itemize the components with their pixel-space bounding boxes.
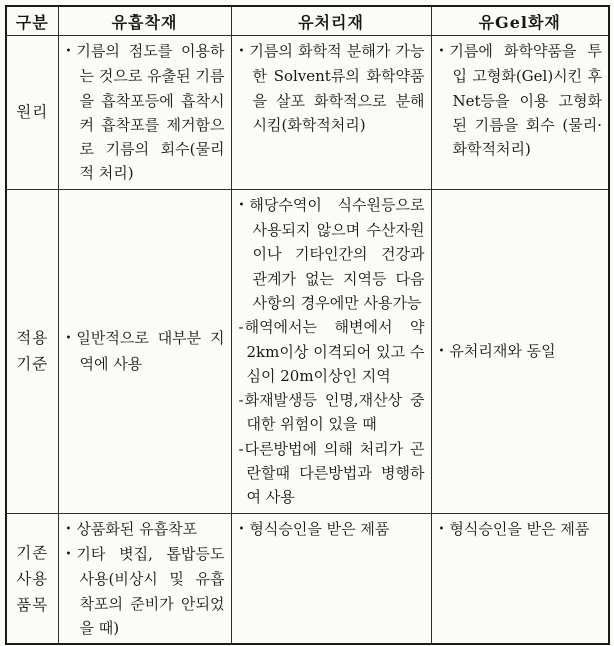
item-text: 다른방법에 의해 처리가 곤란할때 다른방법과 병행하여 사용 <box>244 439 425 507</box>
bullet-icon: • <box>65 549 72 561</box>
bullet-icon: • <box>238 199 245 211</box>
list-item <box>239 193 425 315</box>
list-item <box>439 339 603 364</box>
header-row <box>6 6 609 36</box>
table-cell <box>231 189 431 513</box>
bullet-icon: • <box>438 523 445 535</box>
table-cell <box>58 189 231 513</box>
header-cell: 유처리재 <box>231 6 431 36</box>
table-cell <box>431 189 609 513</box>
list-item <box>239 437 425 510</box>
list-item <box>66 326 225 376</box>
item-text: 해당수역이 식수원등으로 사용되지 않으며 수산자원이나 기타인간의 건강과 관계가 없는 지역등 다음 사항의 경우에만 사용가능 <box>249 195 425 312</box>
header-cell: 구분 <box>6 6 58 36</box>
list-item <box>239 315 425 388</box>
header-cell: 유Gel화재 <box>431 6 609 36</box>
list-item <box>439 39 603 161</box>
table-cell <box>231 513 431 644</box>
item-text: 유처리재와 동일 <box>449 341 556 360</box>
list-item <box>239 388 425 437</box>
bullet-icon: • <box>65 46 72 57</box>
list-item <box>66 39 225 186</box>
table-row <box>6 189 609 513</box>
list-item <box>239 517 425 542</box>
table-cell <box>58 513 231 644</box>
row-label-line: 기준 <box>16 355 49 374</box>
table-cell <box>231 36 431 190</box>
list-item <box>439 517 603 542</box>
list-item <box>66 542 225 640</box>
bullet-icon: • <box>238 523 245 535</box>
bullet-icon: • <box>238 46 245 57</box>
item-text: 일반적으로 대부분 지역에 사용 <box>76 329 225 373</box>
bullet-icon: • <box>438 345 445 357</box>
dash-icon: - <box>238 391 244 410</box>
row-label <box>6 36 58 190</box>
table-body <box>6 36 609 645</box>
item-text: 기타 볏집, 톱밥등도 사용(비상시 및 유흡착포의 준비가 안되었을 때) <box>76 545 225 637</box>
list-item <box>66 517 225 542</box>
table-cell <box>431 513 609 644</box>
list-item <box>239 39 425 137</box>
row-label <box>6 189 58 513</box>
item-text: 해역에서는 해변에서 약 2km이상 이격되어 있고 수심이 20m이상인 지역 <box>244 318 425 385</box>
row-label-line: 사용 <box>16 569 49 588</box>
bullet-icon: • <box>65 523 72 535</box>
dash-icon: - <box>238 439 244 458</box>
table-row <box>6 513 609 644</box>
item-text: 기름에 화학약품을 투입 고형화(Gel)시킨 후 Net등을 이용 고형화된 기름을 회수 (물리·화학적처리) <box>449 42 602 159</box>
item-text: 화재발생등 인명,재산상 중대한 위험이 있을 때 <box>244 391 425 434</box>
bullet-icon: • <box>65 333 72 345</box>
item-text: 형식승인을 받은 제품 <box>249 519 390 538</box>
row-label <box>6 513 58 644</box>
header-cell: 유흡착재 <box>58 6 231 36</box>
table-row <box>6 36 609 190</box>
row-label-line: 원리 <box>16 103 49 122</box>
item-text: 형식승인을 받은 제품 <box>449 519 590 538</box>
item-text: 상품화된 유흡착포 <box>76 519 198 538</box>
row-label-line: 품목 <box>16 595 49 614</box>
table-cell <box>431 36 609 190</box>
bullet-icon: • <box>438 46 445 57</box>
item-text: 기름의 점도를 이용하는 것으로 유출된 기름을 흡착포등에 흡착시켜 흡착포를 제거함으로 기름의 회수(물리적 처리) <box>76 42 225 183</box>
table-cell <box>58 36 231 190</box>
item-text: 기름의 화학적 분해가 가능한 Solvent류의 화학약품을 살포 화학적으로 분해시킴(화학적처리) <box>249 42 425 134</box>
row-label-line: 적용 <box>16 329 49 348</box>
comparison-table <box>5 5 610 645</box>
dash-icon: - <box>238 318 244 337</box>
row-label-line: 기존 <box>16 543 49 562</box>
